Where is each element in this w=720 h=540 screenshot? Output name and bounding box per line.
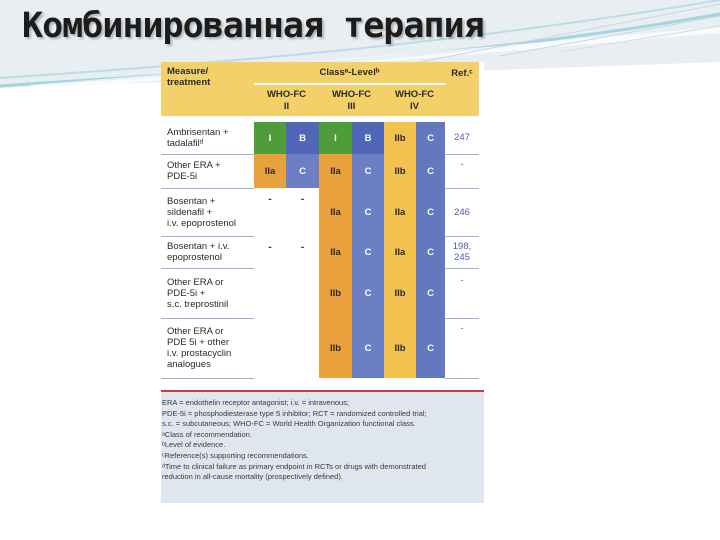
- cell-level-fc2: [286, 318, 319, 378]
- row-treatment: [161, 188, 254, 236]
- footnote-abbreviations: s.c. = subcutaneous; WHO-FC = World Health Organization functional class.: [162, 419, 416, 429]
- footnote-time-to-failure: reduction in all-cause mortality (prospectively defined).: [162, 472, 343, 482]
- treatment-line: i.v. epoprostenol: [167, 217, 237, 229]
- table-footnotes: [161, 390, 484, 503]
- header-class-level: Classᵃ-Levelᵇ: [254, 62, 445, 84]
- table-row: [161, 236, 479, 268]
- row-treatment: [161, 318, 254, 378]
- cell-class-fc4: IIa: [384, 188, 416, 236]
- cell-ref: -: [445, 154, 479, 188]
- header-group-who-fc-iv: [384, 84, 445, 116]
- group-class: II: [283, 100, 290, 112]
- footnote-abbreviations: ERA = endothelin receptor antagonist; i.v. = intravenous;: [162, 398, 350, 407]
- group-class: IV: [410, 100, 419, 112]
- cell-level-fc4: C: [416, 268, 445, 318]
- cell-class-fc2: IIa: [254, 154, 286, 188]
- row-treatment: [161, 122, 254, 154]
- cell-level-fc2: -: [300, 242, 305, 253]
- cell-class-fc2: I: [254, 122, 286, 154]
- cell-level-fc4: C: [416, 188, 445, 236]
- table-row: [161, 154, 479, 188]
- ref-line: 198,: [452, 241, 472, 252]
- header-measure-line2: treatment: [167, 77, 211, 88]
- cell-class-fc2: [254, 318, 286, 378]
- footnote-references: ᶜReference(s) supporting recommendations.: [162, 450, 309, 460]
- slide-title: Комбинированная терапия: [22, 6, 484, 46]
- footnote-class: ᵃClass of recommendation.: [162, 429, 252, 439]
- table-row: [161, 188, 479, 236]
- footnote-time-to-failure: ᵈTime to clinical failure as primary endpoint in RCTs or drugs with demonstrated: [162, 461, 426, 471]
- cell-level-fc4: C: [416, 318, 445, 378]
- cell-class-fc2: -: [268, 194, 272, 205]
- cell-level-fc2: [286, 268, 319, 318]
- footnote-abbreviations: PDE-5i = phosphodiesterase type 5 inhibitor; RCT = randomized controlled trial;: [162, 408, 427, 418]
- cell-level-fc4: C: [416, 122, 445, 154]
- footnote-level: ᵇLevel of evidence.: [162, 440, 226, 450]
- cell-ref: -: [445, 318, 479, 378]
- cell-level-fc3: B: [352, 122, 384, 154]
- ref-line: 245: [454, 252, 470, 263]
- treatment-line: PDE-5i +: [167, 287, 206, 299]
- cell-class-fc4: IIb: [384, 318, 416, 378]
- group-class: III: [347, 100, 356, 112]
- treatment-line: tadalafilᵈ: [167, 137, 204, 149]
- treatment-line: Bosentan + i.v.: [167, 241, 230, 252]
- cell-level-fc4: C: [416, 236, 445, 268]
- group-label: WHO-FC: [266, 88, 307, 100]
- recommendation-table-image: [161, 62, 484, 503]
- cell-class-fc2: -: [268, 242, 272, 253]
- cell-class-fc2: [254, 268, 286, 318]
- treatment-line: Bosentan +: [167, 195, 216, 207]
- cell-level-fc2: -: [300, 194, 305, 205]
- treatment-line: Other ERA or: [167, 276, 224, 288]
- cell-ref: 246: [445, 188, 479, 236]
- treatment-line: Ambrisentan +: [167, 126, 229, 138]
- cell-level-fc3: C: [352, 188, 384, 236]
- cell-class-fc3: IIb: [319, 318, 352, 378]
- cell-ref: 247: [445, 122, 479, 154]
- row-treatment: [161, 268, 254, 318]
- row-treatment: [161, 236, 254, 268]
- treatment-line: epoprostenol: [167, 252, 222, 263]
- footnote-divider: [161, 390, 484, 392]
- row-treatment: [161, 154, 254, 188]
- cell-level-fc2: B: [286, 122, 319, 154]
- header-group-who-fc-ii: [254, 84, 319, 116]
- cell-ref: -: [445, 268, 479, 318]
- table-row: [161, 268, 479, 318]
- table-row: [161, 122, 479, 154]
- treatment-line: PDE-5i: [167, 171, 198, 182]
- cell-level-fc3: C: [352, 318, 384, 378]
- group-label: WHO-FC: [331, 88, 372, 100]
- treatment-line: analogues: [167, 359, 211, 370]
- cell-level-fc3: C: [352, 236, 384, 268]
- cell-class-fc3: IIb: [319, 268, 352, 318]
- treatment-line: Other ERA or: [167, 326, 224, 337]
- treatment-line: s.c. treprostinil: [167, 298, 229, 310]
- cell-level-fc3: C: [352, 154, 384, 188]
- cell-level-fc2: C: [286, 154, 319, 188]
- treatment-line: PDE 5i + other: [167, 337, 230, 348]
- treatment-line: Other ERA +: [167, 160, 221, 171]
- cell-class-fc3: IIa: [319, 154, 352, 188]
- cell-class-fc3: I: [319, 122, 352, 154]
- cell-class-fc3: IIa: [319, 188, 352, 236]
- header-ref: Ref.ᶜ: [445, 62, 479, 116]
- treatment-line: sildenafil +: [167, 206, 213, 218]
- cell-ref: [445, 236, 479, 268]
- cell-class-fc4: IIb: [384, 122, 416, 154]
- recommendation-table: [161, 62, 479, 379]
- cell-level-fc3: C: [352, 268, 384, 318]
- header-measure: [161, 62, 254, 116]
- cell-class-fc4: IIb: [384, 154, 416, 188]
- header-group-who-fc-iii: [319, 84, 384, 116]
- cell-class-fc3: IIa: [319, 236, 352, 268]
- header-row-top: [161, 62, 479, 84]
- cell-class-fc4: IIb: [384, 268, 416, 318]
- table-row: [161, 318, 479, 378]
- header-measure-line1: Measure/: [167, 66, 209, 77]
- cell-level-fc4: C: [416, 154, 445, 188]
- group-label: WHO-FC: [394, 88, 435, 100]
- cell-class-fc4: IIa: [384, 236, 416, 268]
- treatment-line: i.v. prostacyclin: [167, 348, 232, 359]
